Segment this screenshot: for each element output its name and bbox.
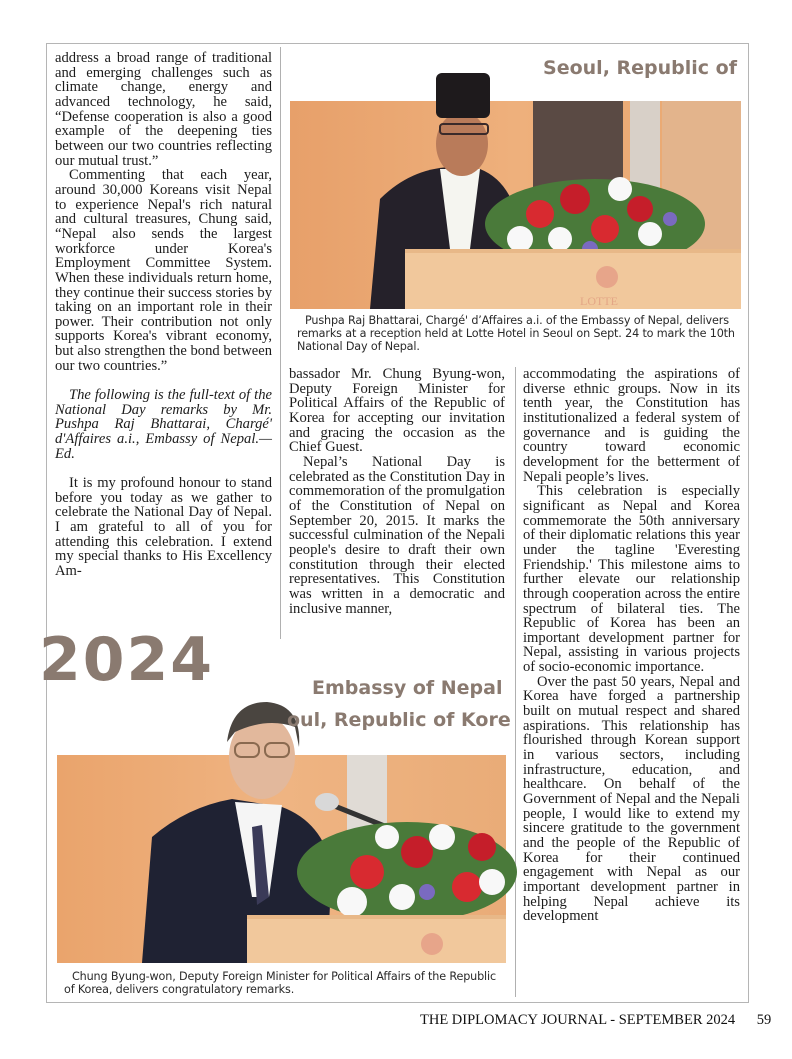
paragraph: Commenting that each year, around 30,000 Koreans visit Nepal to experience Nepal's rich natural and cultural treasures, Chung said, “Nepal also sends the largest workforce under Korea's Employment Committee System. When these individuals return home, they continue their success stories by taking on an important role in their power. Their contribution not only supports Korea's vibrant economy, but also strengthen the bond between our two countries.” [55, 167, 272, 374]
column-divider [280, 47, 281, 639]
banner-line-2: oul, Republic of Kore [287, 709, 511, 731]
podium-logo: LOTTE [580, 294, 618, 308]
paragraph: Over the past 50 years, Nepal and Korea have forged a partnership built on mutual respect and shared aspirations. This relationship has flourished through Korean support in various sectors, including infrastructure, education, and healthcare. On behalf of the Government of Nepal and the Nepali people, I would like to extend my sincere gratitude to the government and the people of the Republic of Korea for their continued engagement with Nepal as our important development partner in helping Nepal achieve its development [523, 673, 740, 925]
photo-illustration [290, 49, 741, 309]
paragraph: accommodating the aspirations of diverse ethnic groups. Now in its tenth year, the Constitution has institutionalized a federal system of governance and is guiding the country toward economic development for the betterment of Nepali people’s lives. [523, 366, 740, 485]
article-column-1 [55, 51, 272, 579]
page-footer [420, 1012, 771, 1029]
paragraph: address a broad range of traditional and emerging challenges such as climate change, energy and advanced technology, he said, “Defense cooperation is also a good example of the deepening ties between our two countries reflecting our mutual trust.” [55, 50, 272, 169]
column-divider [515, 367, 516, 997]
page-number: 59 [756, 1012, 772, 1028]
paragraph: Nepal’s National Day is celebrated as the Constitution Day in commemoration of the promulgation of the Constitution of Nepal on September 20, 2015. It marks the successful culmination of the Nepali people's desire to draft their own constitution through their elected representatives. This Constitution was written in a democratic and inclusive manner, [289, 453, 506, 617]
photo-caption: Pushpa Raj Bhattarai, Chargé' d’Affaires a.i. of the Embassy of Nepal, delivers remarks at a reception held at Lotte Hotel in Seoul on Sept. 24 to mark the 10th National Day of Nepal. [297, 314, 735, 354]
paragraph: bassador Mr. Chung Byung-won, Deputy Foreign Minister for Political Affairs of the Republic of Korea for accepting our invitation and gracing the occasion as the Chief Guest. [289, 366, 505, 456]
paragraph: It is my profound honour to stand before you today as we gather to celebrate the National Day of Nepal. I am grateful to all of you for attending this celebration. I extend my special thanks to His Excellency Am- [55, 474, 272, 579]
paragraph: This celebration is especially significant as Nepal and Korea commemorate the 50th anniversary of their diplomatic relations this year under the tagline 'Everesting Friendship.' This milestone aims to further elevate our relationship through cooperation across the entire spectrum of bilateral ties. The Republic of Korea has been an important development partner for Nepal, assisting in various projects of socio-economic importance. [523, 483, 740, 676]
article-column-3 [523, 367, 740, 924]
banner-line-1: Embassy of Nepal [312, 677, 503, 699]
journal-name: THE DIPLOMACY JOURNAL - SEPTEMBER 2024 [420, 1012, 736, 1028]
photo-pushpa-raj-bhattarai [290, 49, 741, 309]
photo-chung-byung-won [39, 625, 511, 963]
photo-caption: Chung Byung-won, Deputy Foreign Minister for Political Affairs of the Republic of Korea, delivers congratulatory remarks. [64, 970, 496, 997]
banner-text: Seoul, Republic of [543, 57, 737, 79]
editor-note: The following is the full-text of the National Day remarks by Mr. Pushpa Raj Bhattarai, Chargé' d'Affaires a.i., Embassy of Nepal.— Ed. [55, 387, 272, 462]
article-column-2 [289, 367, 505, 616]
banner-year: 2024 [39, 625, 214, 695]
